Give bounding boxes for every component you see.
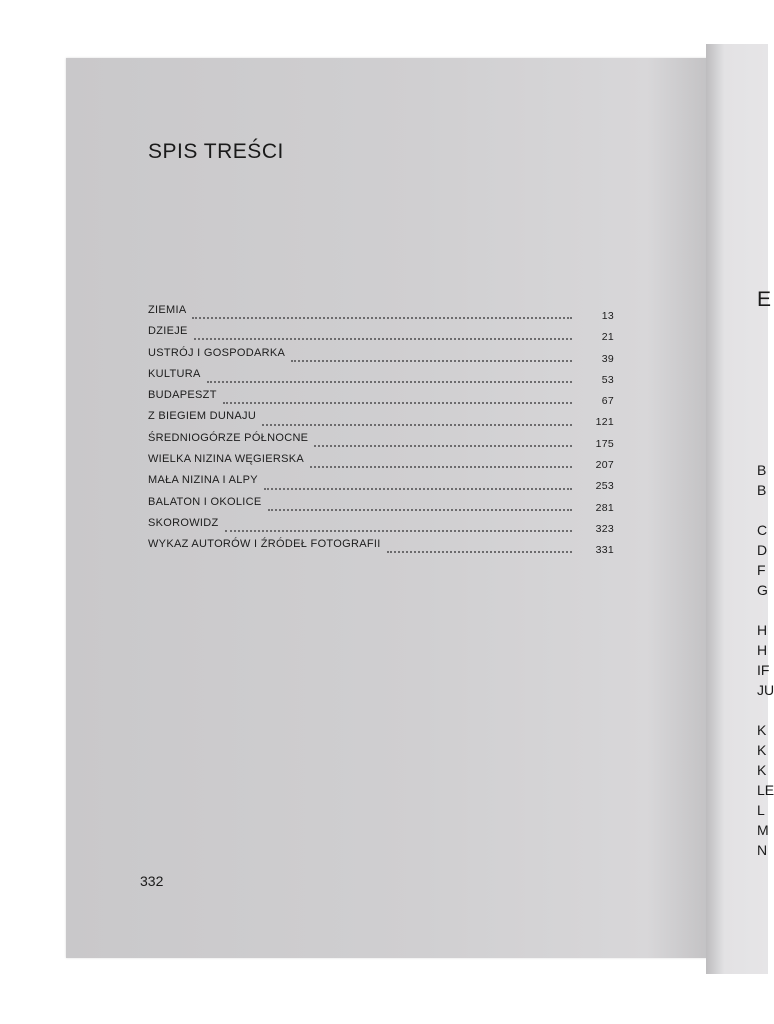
leader-dots	[207, 380, 572, 383]
toc-entry	[148, 432, 614, 453]
edge-letter: C	[757, 522, 768, 538]
toc-entry	[148, 453, 614, 474]
toc-entry	[148, 389, 614, 410]
toc-entry-title: SKOROWIDZ	[148, 516, 219, 529]
edge-letter: G	[757, 582, 768, 598]
edge-letter: IF	[757, 662, 770, 678]
toc-entry-page: 331	[595, 544, 614, 557]
leader-dots	[291, 359, 572, 362]
page-number: 332	[140, 873, 164, 889]
toc-entry-title: Z BIEGIEM DUNAJU	[148, 410, 257, 423]
toc-entry-title: KULTURA	[148, 367, 201, 380]
toc-entry-page: 323	[595, 522, 614, 535]
edge-letter: D	[757, 542, 768, 558]
leader-dots	[268, 508, 572, 511]
edge-letter: F	[757, 562, 766, 578]
edge-letter: K	[757, 742, 767, 758]
toc-entry-title: MAŁA NIZINA I ALPY	[148, 474, 258, 487]
toc-entry	[148, 474, 614, 495]
leader-dots	[225, 529, 572, 532]
leader-dots	[314, 444, 572, 447]
edge-letter: JU	[757, 682, 774, 698]
toc-entry	[148, 410, 614, 431]
page-title: SPIS TREŚCI	[148, 140, 284, 163]
toc-entry-title: WIELKA NIZINA WĘGIERSKA	[148, 453, 305, 466]
edge-letter: M	[757, 822, 769, 838]
edge-letter: LE	[757, 782, 774, 798]
toc-entry-title: ŚREDNIOGÓRZE PÓŁNOCNE	[148, 431, 309, 444]
edge-letter: H	[757, 642, 768, 658]
leader-dots	[194, 337, 572, 340]
toc-entry-title: BUDAPESZT	[148, 389, 217, 402]
leader-dots	[264, 487, 572, 490]
edge-letter: N	[757, 842, 768, 858]
toc-entry	[148, 496, 614, 517]
edge-letter: B	[757, 462, 767, 478]
toc-entry-page: 13	[601, 310, 614, 322]
toc-entry-page: 175	[595, 437, 614, 450]
leader-dots	[192, 316, 572, 319]
leader-dots	[310, 465, 572, 468]
edge-letter: K	[757, 762, 767, 778]
toc-entry	[148, 304, 614, 325]
leader-dots	[262, 423, 572, 426]
toc-entry-title: DZIEJE	[148, 325, 188, 338]
leader-dots	[387, 550, 572, 553]
right-page	[706, 44, 774, 974]
edge-letter: B	[757, 482, 767, 498]
toc-entry	[148, 517, 614, 538]
table-of-contents	[148, 304, 614, 560]
left-page	[66, 58, 712, 958]
edge-letter: K	[757, 722, 767, 738]
toc-entry-page: 53	[601, 373, 614, 386]
toc-entry-title: BALATON I OKOLICE	[148, 495, 262, 508]
toc-entry-page: 67	[601, 395, 614, 408]
leader-dots	[223, 401, 572, 404]
toc-entry	[148, 368, 614, 389]
toc-entry-page: 21	[601, 331, 614, 344]
toc-entry-page: 207	[595, 459, 614, 472]
edge-letter: L	[757, 802, 765, 818]
toc-entry-page: 281	[595, 501, 614, 514]
toc-entry	[148, 538, 614, 559]
toc-entry-page: 39	[601, 352, 614, 365]
toc-entry-title: ZIEMIA	[148, 304, 187, 316]
edge-letter: E	[757, 288, 772, 311]
toc-entry-page: 121	[595, 416, 614, 429]
toc-entry-page: 253	[595, 480, 614, 493]
toc-entry-title: WYKAZ AUTORÓW I ŹRÓDEŁ FOTOGRAFII	[148, 538, 381, 551]
edge-letter: H	[757, 622, 768, 638]
toc-entry	[148, 325, 614, 346]
toc-entry	[148, 347, 614, 368]
toc-entry-title: USTRÓJ I GOSPODARKA	[148, 346, 286, 359]
